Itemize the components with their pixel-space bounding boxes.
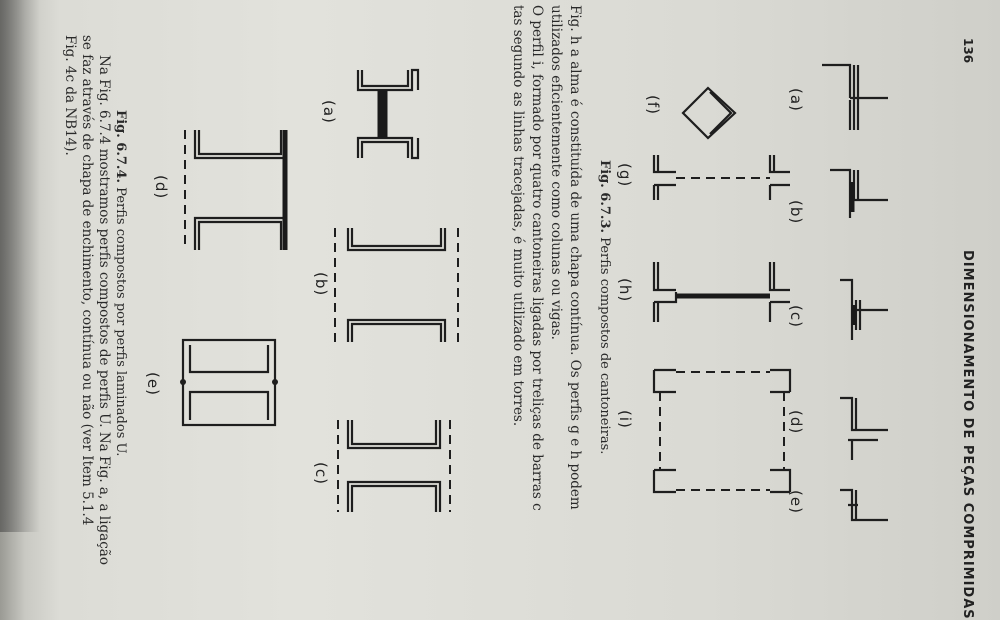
- running-title: DIMENSIONAMENTO DE PEÇAS COMPRIMIDAS: [960, 250, 975, 620]
- fig673-label-d: (d): [787, 410, 805, 435]
- fig673-caption-text: Perfis compostos de cantoneiras.: [597, 237, 612, 455]
- bottom-text-line-3: Fig. 4c da NB14).: [62, 35, 78, 156]
- fig674-caption-number: Fig. 6.7.4.: [113, 110, 128, 184]
- fig673-label-i: (i): [616, 410, 634, 429]
- fig673-caption-number: Fig. 6.7.3.: [597, 160, 612, 234]
- paragraph-2-line-1: O perfil i, formado por quatro cantoneiras ligadas por treliças de barras c: [529, 5, 545, 511]
- paragraph-1-line-2: utilizados eficientemente como colunas ou vigas.: [548, 5, 564, 340]
- fig673-label-h: (h): [616, 278, 634, 303]
- paragraph-1-line-1: Fig. h a alma é constituída de uma chapa contínua. Os perfis g e h podem: [567, 5, 583, 510]
- fig673-label-c: (c): [787, 305, 805, 328]
- fig673-label-g: (g): [616, 163, 634, 188]
- profile-c-channels: [338, 420, 450, 512]
- fig674-label-e: (e): [144, 372, 162, 396]
- bottom-text-line-2: se faz através de chapa de enchimento, contínua ou não (ver Item 5.1.4: [79, 35, 95, 526]
- profile-b-channels: [335, 228, 458, 342]
- fig673-label-f: (f): [644, 95, 662, 115]
- profile-d-channels: [185, 130, 285, 250]
- fig674-label-d: (d): [152, 175, 170, 200]
- bottom-text-line-1: Na Fig. 6.7.4 mostramos perfis compostos de perfis U. Na Fig. a, a ligação: [96, 55, 112, 565]
- fig673-label-e: (e): [787, 490, 805, 514]
- fig674-caption: [113, 110, 128, 456]
- fig673-label-a: (a): [787, 88, 805, 112]
- fig674-label-b: (b): [312, 272, 330, 297]
- fig674-caption-text: Perfis compostos por perfis laminados U.: [113, 187, 128, 457]
- profile-a-channels: [358, 70, 418, 158]
- fig673-label-b: (b): [787, 200, 805, 225]
- fig674-label-c: (c): [312, 462, 330, 485]
- paragraph-2-line-2: tas segundo as linhas tracejadas, é muito utilizado em torres.: [510, 5, 526, 427]
- fig674-label-a: (a): [320, 100, 338, 124]
- page-number: 136: [961, 38, 975, 64]
- profile-e-channels: [180, 340, 278, 425]
